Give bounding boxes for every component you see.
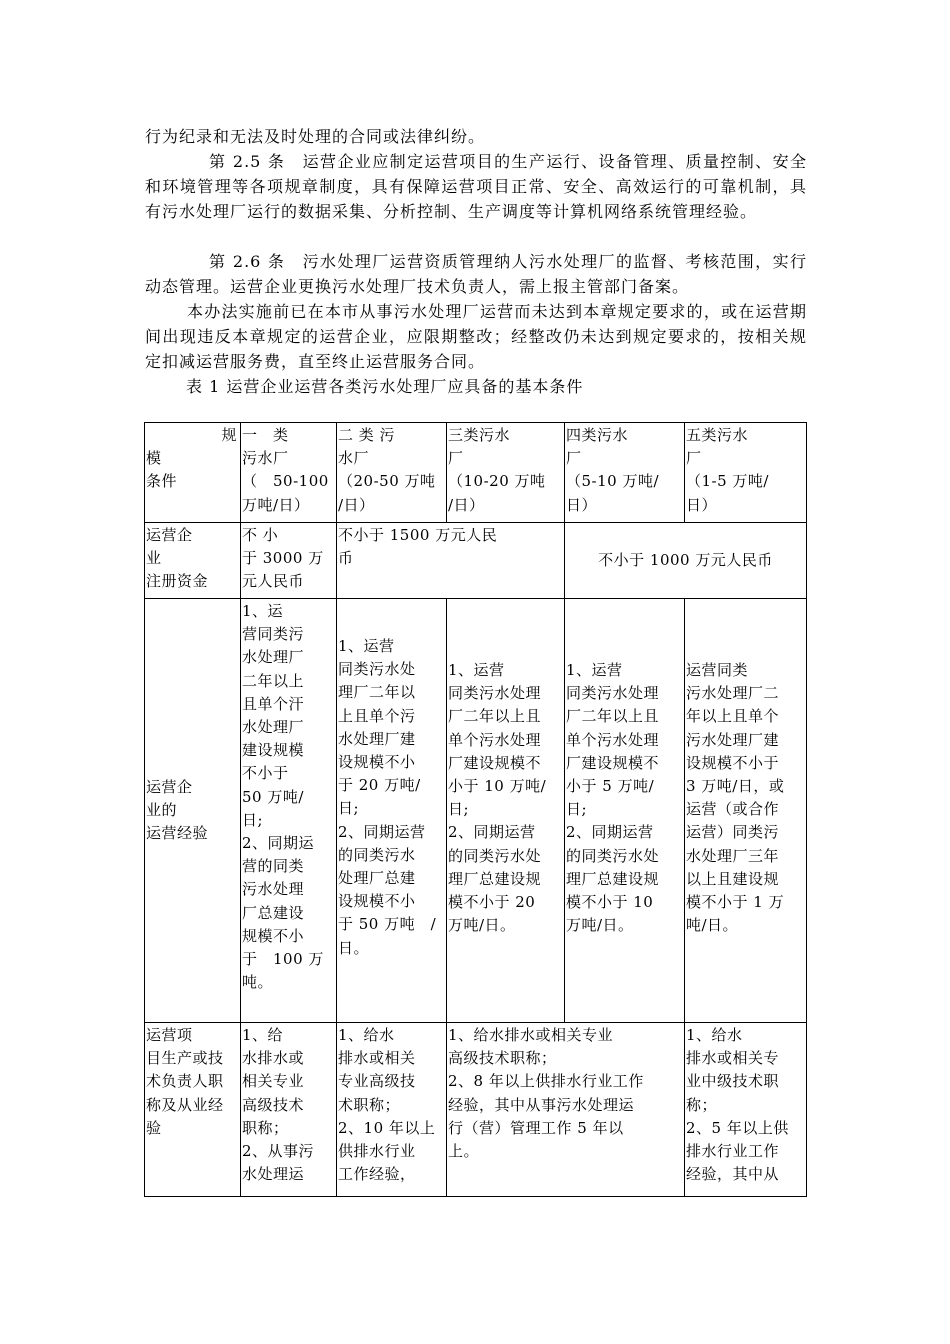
header-class-4: 四类污水 厂 （5-10 万吨/ 日） bbox=[565, 423, 685, 523]
corner-bottom-label: 模 条件 bbox=[146, 449, 178, 491]
experience-class-3: 1、运营 同类污水处理 厂二年以上且 单个污水处理 厂建设规模不 小于 10 万吨/ 日; 2、同期运营 的同类污水处 理厂总建设规 模不小于 20 万吨/日。 bbox=[447, 599, 565, 1023]
table-row-experience bbox=[145, 599, 807, 1023]
row-label-capital: 运营企 业 注册资金 bbox=[145, 523, 241, 599]
header-class-5: 五类污水 厂 （1-5 万吨/ 日） bbox=[685, 423, 807, 523]
staff-class-3-4: 1、给水排水或相关专业 高级技术职称； 2、8 年以上供排水行业工作 经验，其中从事污水处理运 行（营）管理工作 5 年以 上。 bbox=[447, 1023, 685, 1197]
experience-class-1: 1、运 营同类污 水处理厂 二年以上 且单个汗 水处理厂 建设规模 不小于 50 万吨/ 日; 2、同期运 营的同类 污水处理 厂总建设 规模不小 于 100 万 吨。 bbox=[241, 599, 337, 1023]
experience-class-5: 运营同类 污水处理厂二 年以上且单个 污水处理厂建 设规模不小于 3 万吨/日，或 运营（或合作 运营）同类污 水处理厂三年 以上且建设规 模不小于 1 万 吨/日。 bbox=[685, 599, 807, 1023]
header-class-2: 二 类 污 水厂 （20-50 万吨 /日） bbox=[337, 423, 447, 523]
paragraph-rectification: 本办法实施前已在本市从事污水处理厂运营而未达到本章规定要求的，或在运营期间出现违反本章规定的运营企业，应限期整改；经整改仍未达到规定要求的，按相关规定扣减运营服务费，直至终止运营服务合同。 bbox=[145, 302, 807, 371]
row-label-staff: 运营项 目生产或技 术负责人职 称及从业经 验 bbox=[145, 1023, 241, 1197]
row-label-experience: 运营企 业的 运营经验 bbox=[145, 599, 241, 1023]
staff-class-5: 1、给水 排水或相关专 业中级技术职 称； 2、5 年以上供 排水行业工作 经验，其中从 bbox=[685, 1023, 807, 1197]
corner-top-label: 规 bbox=[221, 426, 237, 444]
header-corner-cell bbox=[145, 423, 241, 523]
capital-class-2-3: 不小于 1500 万元人民 币 bbox=[337, 523, 565, 599]
capital-class-1: 不 小 于 3000 万 元人民币 bbox=[241, 523, 337, 599]
table-row-capital bbox=[145, 523, 807, 599]
article-2-6: 第 2.6 条 污水处理厂运营资质管理纳人污水处理厂的监督、考核范围，实行动态管理。运营企业更换污水处理厂技术负责人，需上报主管部门备案。 bbox=[145, 252, 807, 296]
table-header-row bbox=[145, 423, 807, 523]
table-row-staff bbox=[145, 1023, 807, 1197]
header-class-3: 三类污水 厂 （10-20 万吨 /日） bbox=[447, 423, 565, 523]
staff-class-1: 1、给 水排水或 相关专业 高级技术 职称； 2、从事污 水处理运 bbox=[241, 1023, 337, 1197]
paragraph-continuation: 行为纪录和无法及时处理的合同或法律纠纷。 bbox=[145, 127, 486, 146]
experience-class-2: 1、运营 同类污水处 理厂二年以 上且单个污 水处理厂建 设规模不小 于 20 万吨/ 日; 2、同期运营 的同类污水 处理厂总建 设规模不小 于 50 万吨 / 日。 bbox=[337, 599, 447, 1023]
capital-class-4-5: 不小于 1000 万元人民币 bbox=[565, 523, 807, 599]
staff-class-2: 1、给水 排水或相关 专业高级技 术职称； 2、10 年以上 供排水行业 工作经验， bbox=[337, 1023, 447, 1197]
table-caption: 表 1 运营企业运营各类污水处理厂应具备的基本条件 bbox=[186, 377, 584, 396]
header-class-1: 一 类 污水厂 （ 50-100 万吨/日） bbox=[241, 423, 337, 523]
experience-class-4: 1、运营 同类污水处理 厂二年以上且 单个污水处理 厂建设规模不 小于 5 万吨/ 日; 2、同期运营 的同类污水处 理厂总建设规 模不小于 10 万吨/日。 bbox=[565, 599, 685, 1023]
requirements-table bbox=[144, 422, 807, 1197]
article-2-5: 第 2.5 条 运营企业应制定运营项目的生产运行、设备管理、质量控制、安全和环境管理等各项规章制度，具有保障运营项目正常、安全、高效运行的可靠机制，具有污水处理厂运行的数据采集、分析控制、生产调度等计算机网络系统管理经验。 bbox=[145, 152, 807, 221]
